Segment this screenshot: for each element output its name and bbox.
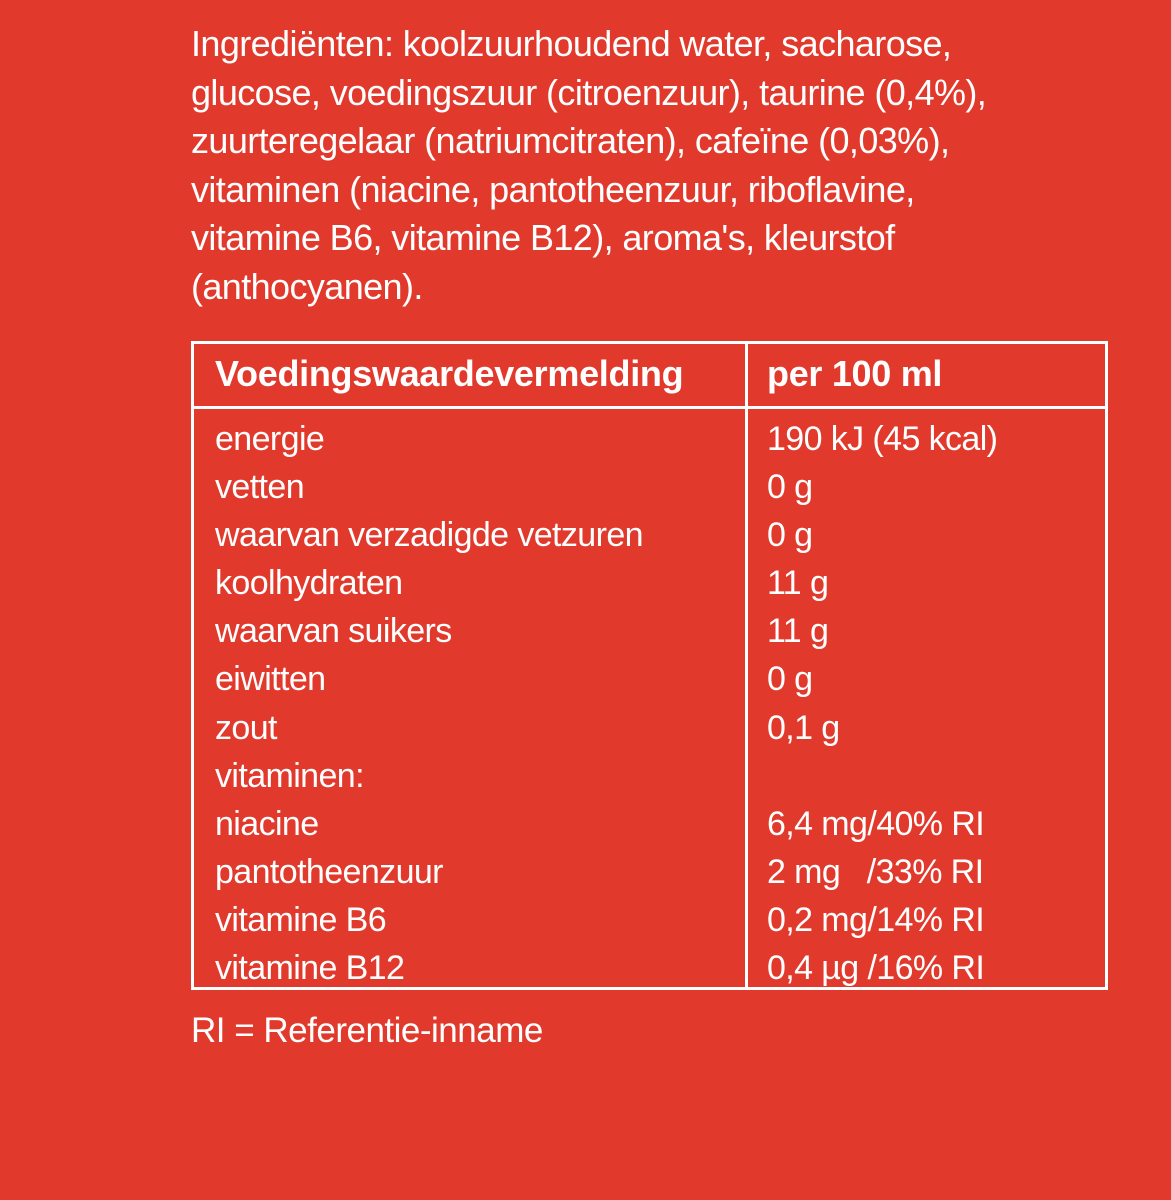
nutrient-name: zout — [215, 708, 277, 747]
nutrient-amount: 0 g — [767, 516, 813, 555]
nutrient-amount: 11 g — [767, 612, 829, 651]
table-row — [194, 755, 1105, 803]
nutrient-amount: 6,4 mg/40% RI — [767, 804, 985, 843]
table-row — [194, 707, 1105, 755]
nutrient-name: vitamine B12 — [215, 949, 405, 988]
table-row — [194, 514, 1105, 562]
nutrition-table — [191, 341, 1108, 990]
footnote-ri: RI = Referentie-inname — [191, 1011, 543, 1050]
nutrient-amount: 0,2 mg/14% RI — [767, 900, 985, 939]
nutrient-name: vetten — [215, 468, 305, 507]
table-row — [194, 899, 1105, 947]
table-row — [194, 658, 1105, 706]
table-header-per-100ml: per 100 ml — [767, 353, 943, 394]
nutrient-amount: 2 mg /33% RI — [767, 852, 984, 891]
ingredients-line: vitaminen (niacine, pantotheenzuur, riboflavine, — [191, 168, 915, 210]
nutrient-name: vitamine B6 — [215, 900, 387, 939]
nutrient-amount: 0 g — [767, 660, 813, 699]
ingredients-line: Ingrediënten: koolzuurhoudend water, sacharose, — [191, 23, 952, 64]
table-row — [194, 803, 1105, 851]
table-row — [194, 562, 1105, 610]
ingredients-text — [191, 20, 1091, 311]
nutrient-name: waarvan suikers — [215, 612, 452, 651]
table-header-nutrient: Voedingswaardevermelding — [215, 353, 684, 394]
nutrient-name: vitaminen: — [215, 756, 364, 795]
ingredients-line: zuurteregelaar (natriumcitraten), cafeïne (0,03%), — [191, 120, 950, 161]
nutrient-name: niacine — [215, 804, 319, 843]
nutrient-amount: 0,4 µg /16% RI — [767, 949, 985, 988]
ingredients-line: glucose, voedingszuur (citroenzuur), taurine (0,4%), — [191, 71, 987, 113]
table-body — [194, 418, 1105, 995]
nutrient-amount: 0 g — [767, 468, 813, 507]
table-row — [194, 947, 1105, 995]
nutrient-name: energie — [215, 420, 325, 458]
header-divider — [194, 406, 1105, 409]
ingredients-line: (anthocyanen). — [191, 265, 423, 307]
table-row — [194, 466, 1105, 514]
nutrient-name: koolhydraten — [215, 564, 403, 603]
nutrient-name: eiwitten — [215, 660, 326, 699]
nutrient-amount: 11 g — [767, 564, 829, 603]
table-row — [194, 851, 1105, 899]
nutrient-name: waarvan verzadigde vetzuren — [215, 516, 643, 555]
table-row — [194, 610, 1105, 658]
nutrient-amount: 0,1 g — [767, 708, 840, 747]
nutrient-amount: 190 kJ (45 kcal) — [767, 420, 998, 458]
nutrient-name: pantotheenzuur — [215, 852, 443, 891]
ingredients-line: vitamine B6, vitamine B12), aroma's, kleurstof — [191, 217, 895, 258]
table-row — [194, 418, 1105, 466]
